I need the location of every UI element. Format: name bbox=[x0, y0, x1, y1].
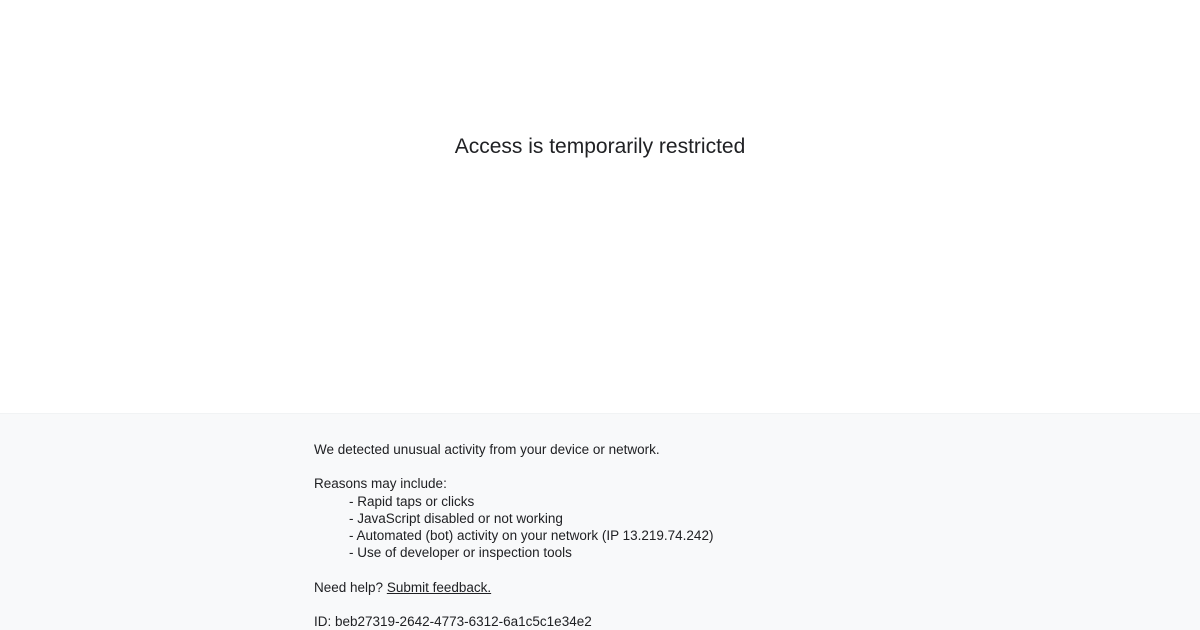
list-item: - Rapid taps or clicks bbox=[349, 494, 475, 509]
help-label: Need help? bbox=[314, 580, 384, 595]
submit-feedback-link[interactable]: Submit feedback. bbox=[386, 580, 492, 595]
reasons-list bbox=[314, 494, 1134, 562]
list-item: - Use of developer or inspection tools bbox=[349, 545, 572, 560]
reasons-title: Reasons may include: bbox=[314, 476, 447, 491]
request-id: ID: beb27319-2642-4773-6312-6a1c5c1e34e2 bbox=[314, 614, 592, 629]
help-line bbox=[314, 580, 1134, 596]
list-item: - JavaScript disabled or not working bbox=[349, 511, 563, 526]
detection-message: We detected unusual activity from your device or network. bbox=[314, 442, 660, 457]
footer-section bbox=[0, 413, 1200, 630]
reasons-block bbox=[314, 476, 1134, 562]
list-item: - Automated (bot) activity on your network (IP 13.219.74.242) bbox=[349, 528, 714, 543]
page-title: Access is temporarily restricted bbox=[454, 135, 746, 158]
footer-content bbox=[314, 442, 1134, 630]
